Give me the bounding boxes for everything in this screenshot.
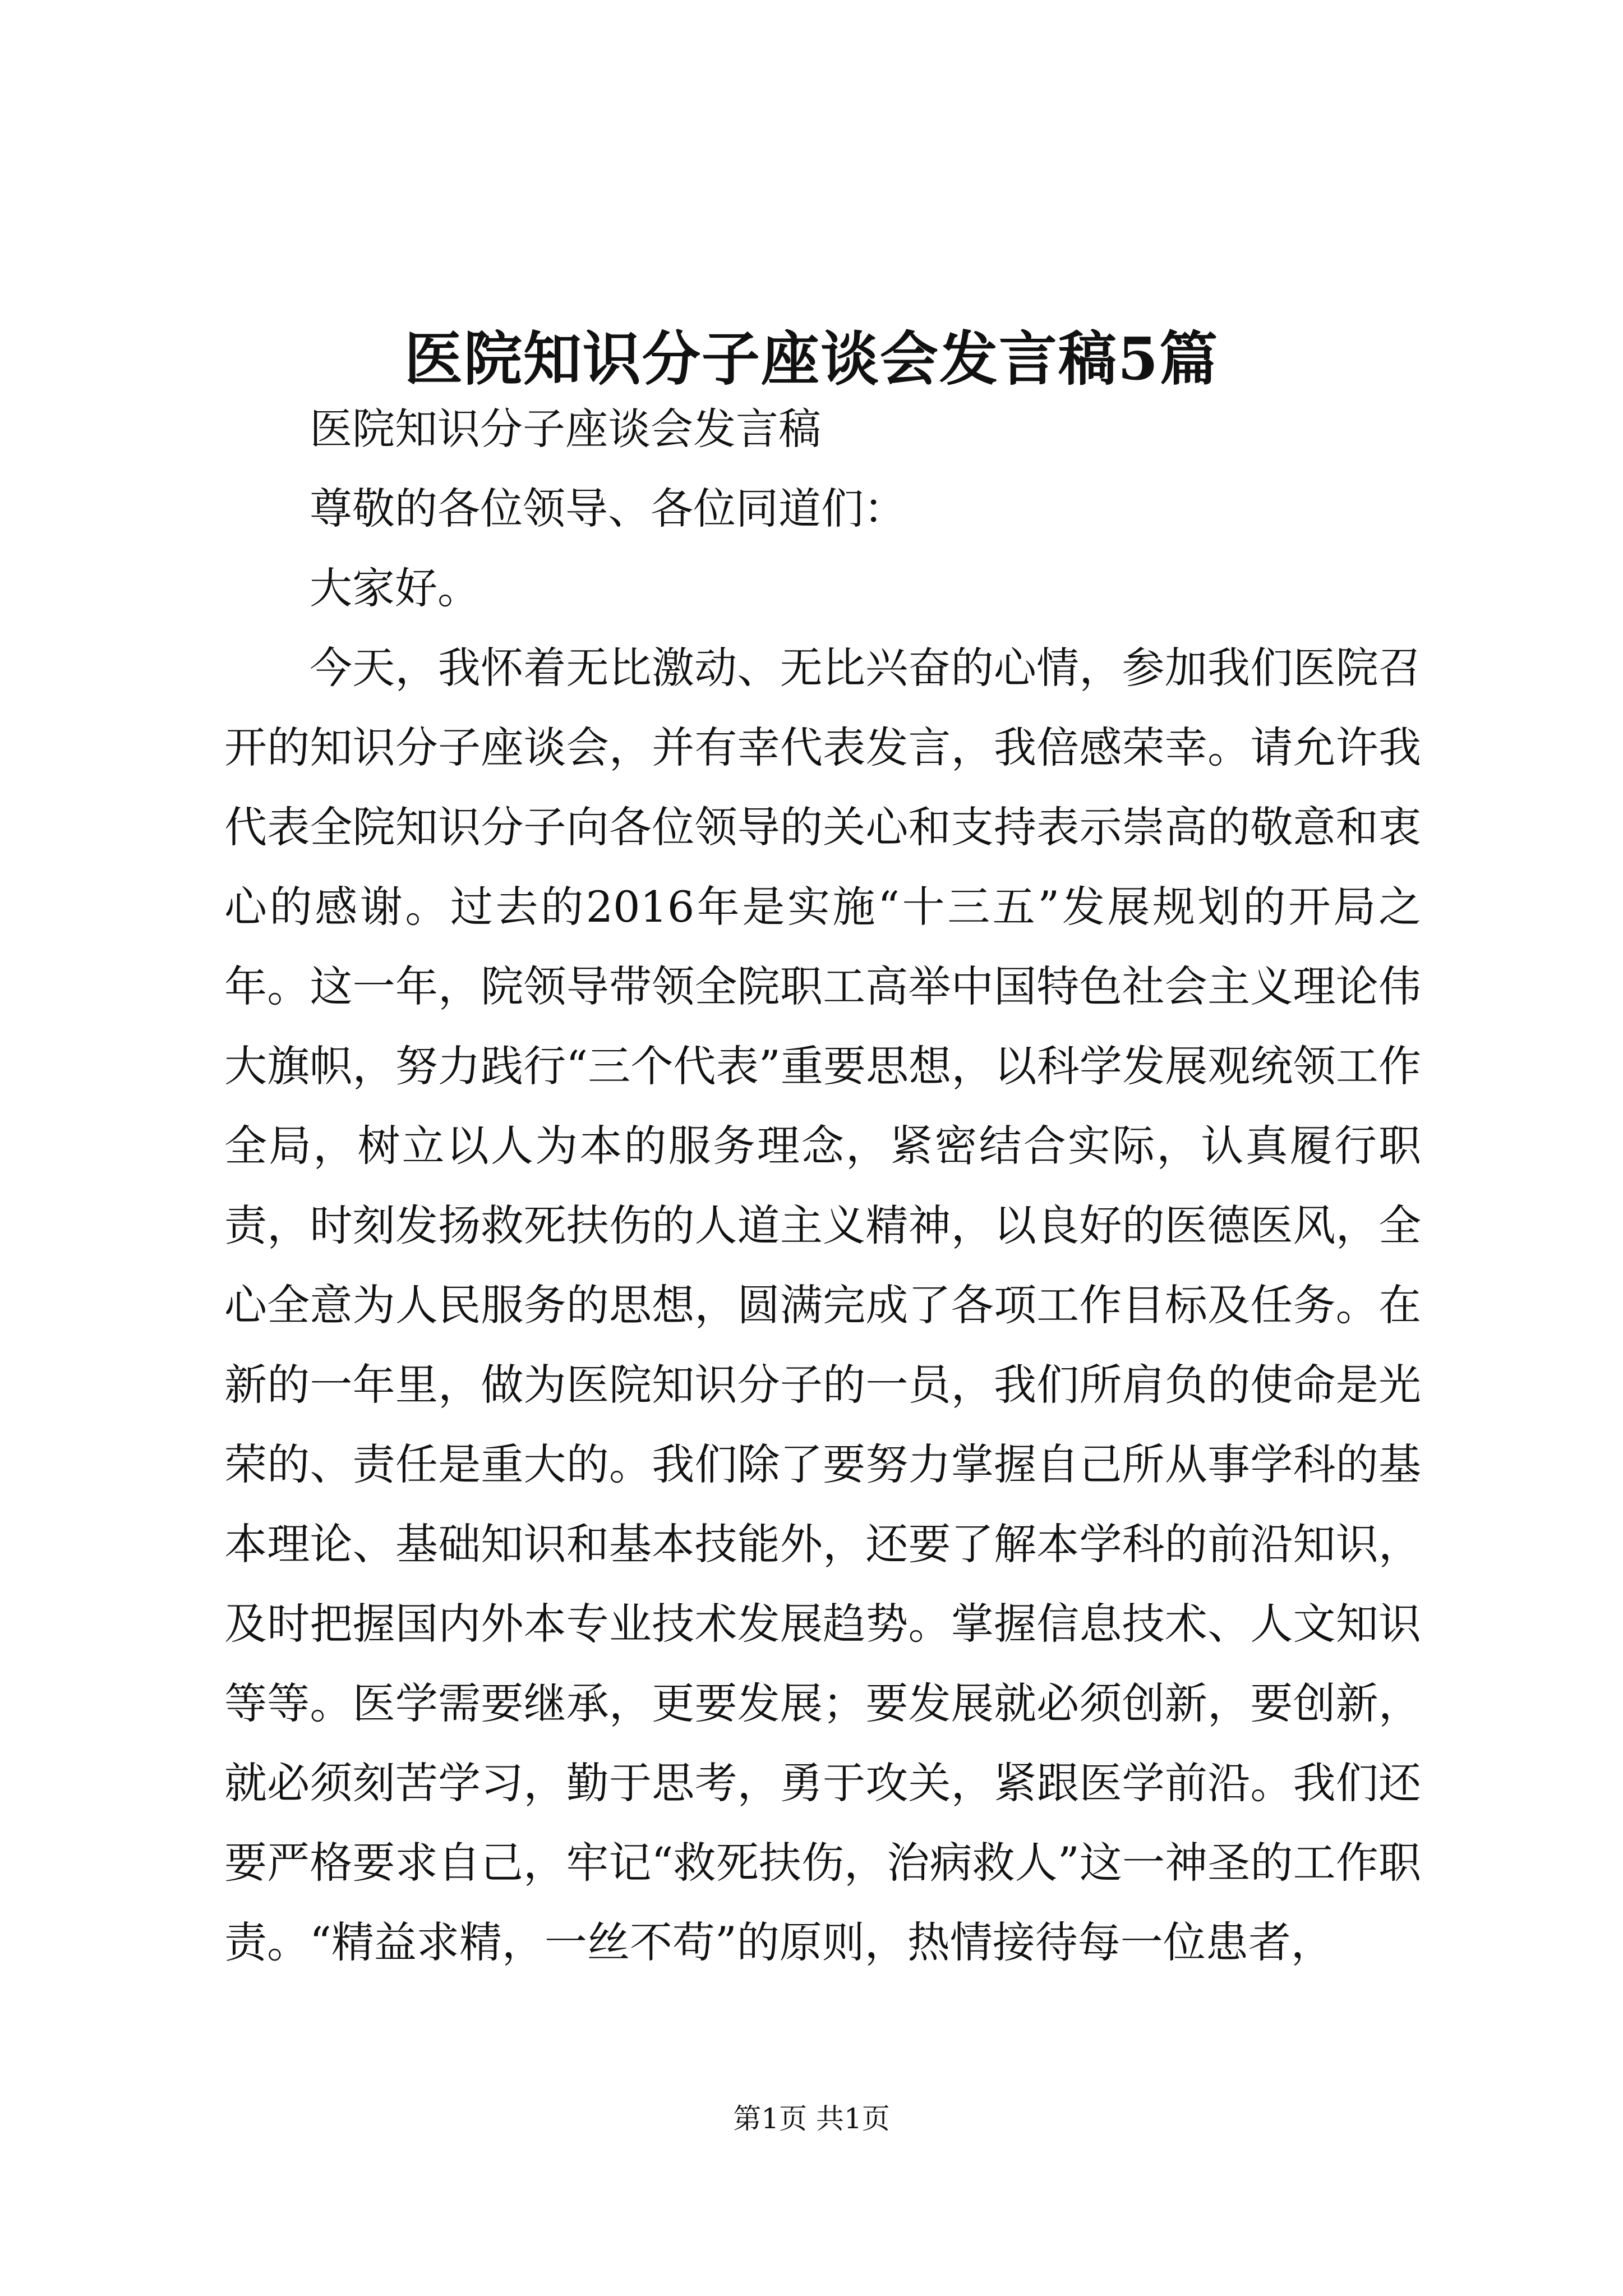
document-body — [224, 389, 1421, 1982]
salutation-paragraph: 尊敬的各位领导、各位同道们： — [310, 484, 906, 533]
document-title: 医院知识分子座谈会发言稿5篇 — [404, 324, 1219, 393]
subtitle-paragraph: 医院知识分子座谈会发言稿 — [310, 404, 821, 454]
main-paragraph: 今天，我怀着无比激动、无比兴奋的心情，参加我们医院召开的知识分子座谈会，并有幸代表发言，我倍感荣幸。请允许我代表全院知识分子向各位领导的关心和支持表示崇高的敬意和衷心的感谢。过去的2016年是实施“十三五”发展规划的开局之年。这一年，院领导带领全院职工高举中国特色社会主义理论伟大旗帜，努力践行“三个代表”重要思想，以科学发展观统领工作全局，树立以人为本的服务理念，紧密结合实际，认真履行职责，时刻发扬救死扶伤的人道主义精神，以良好的医德医风，全心全意为人民服务的思想，圆满完成了各项工作目标及任务。在新的一年里，做为医院知识分子的一员，我们所肩负的使命是光荣的、责任是重大的。我们除了要努力掌握自己所从事学科的基本理论、基础知识和基本技能外，还要了解本学科的前沿知识，及时把握国内外本专业技术发展趋势。掌握信息技术、人文知识等等。医学需要继承，更要发展；要发展就必须创新，要创新，就必须刻苦学习，勤于思考，勇于攻关，紧跟医学前沿。我们还要严格要求自己，牢记“救死扶伤，治病救人”这一神圣的工作职责。“精益求精，一丝不苟”的原则，热情接待每一位患者， — [224, 643, 1421, 1967]
greeting-paragraph: 大家好。 — [310, 563, 480, 613]
page-footer: 第1页 共1页 — [733, 2102, 890, 2135]
